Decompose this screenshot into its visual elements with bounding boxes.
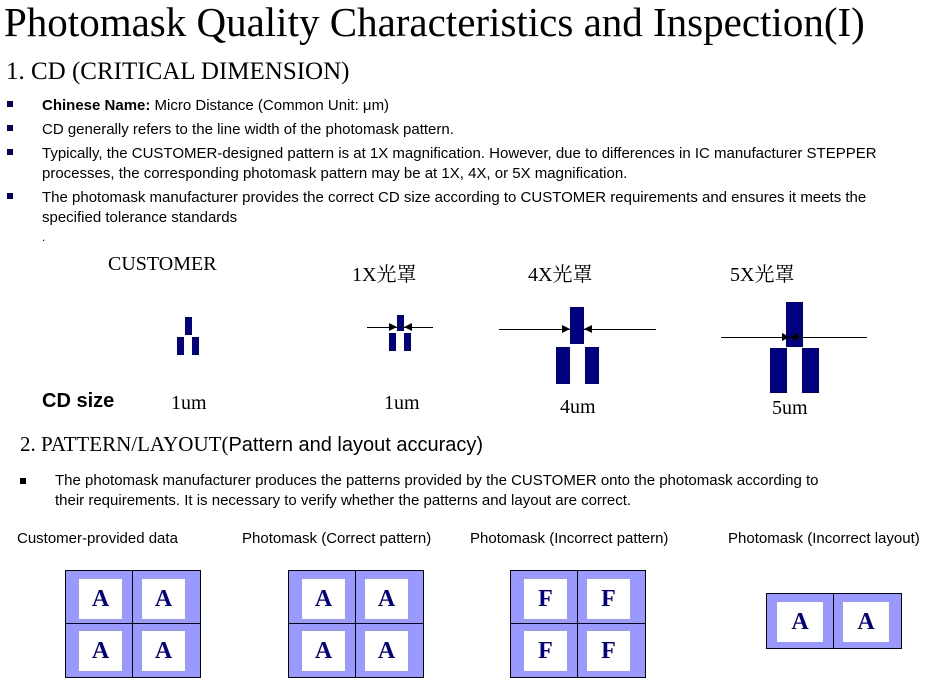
pattern-cell: A [302, 579, 345, 619]
example-grid-incorrect-pattern [510, 570, 646, 678]
grid-divider [355, 571, 356, 677]
example-caption-customer: Customer-provided data [17, 530, 178, 547]
bullet-1-bold: Chinese Name: [42, 97, 151, 114]
example-grid-customer [65, 570, 201, 678]
grid-divider [132, 571, 133, 677]
bullet-2-text: CD generally refers to the line width of the photomask pattern. [42, 121, 454, 138]
4x-measure-line-left [499, 329, 570, 330]
section-2-heading-prefix: 2. PATTERN/LAYOUT( [20, 432, 229, 456]
pattern-cell: A [365, 631, 408, 671]
pattern-cell: F [524, 631, 567, 671]
pattern-cell: F [524, 579, 567, 619]
bullet-icon [7, 193, 13, 199]
1x-pattern-right-bar [404, 333, 411, 351]
cd-size-1x: 1um [384, 392, 420, 414]
arrow-right-icon [562, 325, 570, 333]
stray-dot: . [42, 230, 46, 244]
5x-pattern-left-bar [770, 348, 787, 393]
grid-divider [577, 571, 578, 677]
section-2-heading [20, 432, 483, 457]
4x-pattern-top-bar [570, 307, 584, 344]
cd-column-label-5x: 5X光罩 [730, 264, 795, 286]
4x-measure-line-right [584, 329, 656, 330]
pattern-cell: A [777, 602, 823, 642]
section-2-heading-rest: Pattern and layout accuracy) [228, 434, 484, 456]
bullet-icon [7, 101, 13, 107]
bullet-icon [20, 478, 26, 484]
arrow-right-icon [782, 333, 790, 341]
example-caption-correct-pattern: Photomask (Correct pattern) [242, 530, 432, 547]
customer-pattern-top-bar [185, 317, 192, 335]
grid-divider [289, 623, 423, 624]
cd-size-customer: 1um [171, 392, 207, 414]
bullet-icon [7, 149, 13, 155]
example-caption-incorrect-pattern: Photomask (Incorrect pattern) [470, 530, 669, 547]
bullet-4-text: The photomask manufacturer provides the correct CD size according to CUSTOMER requirements and ensures it meets the specified tolerance standards [42, 189, 867, 226]
section-1-heading: 1. CD (CRITICAL DIMENSION) [6, 58, 350, 85]
1x-pattern-top-bar [397, 315, 404, 331]
bullet-icon [7, 125, 13, 131]
cd-size-4x: 4um [560, 396, 596, 418]
pattern-cell: A [79, 579, 122, 619]
page-title: Photomask Quality Characteristics and Inspection(I) [4, 0, 865, 45]
cd-size-label: CD size [42, 390, 115, 412]
section-2-bullet-text: The photomask manufacturer produces the patterns provided by the CUSTOMER onto the photomask according to their requirements. It is necessary to verify whether the patterns and layout are correct. [55, 472, 819, 509]
pattern-cell: A [302, 631, 345, 671]
grid-divider [511, 623, 645, 624]
grid-divider [833, 594, 834, 648]
customer-pattern-right-bar [192, 337, 199, 355]
cd-column-label-1x: 1X光罩 [352, 264, 417, 286]
1x-measure-line [367, 327, 433, 328]
pattern-cell: A [365, 579, 408, 619]
arrow-right-icon [389, 323, 397, 331]
bullet-1-text [42, 96, 922, 116]
customer-pattern-left-bar [177, 337, 184, 355]
cd-column-label-4x: 4X光罩 [528, 264, 593, 286]
example-grid-incorrect-layout [766, 593, 902, 649]
4x-pattern-left-bar [556, 347, 570, 384]
1x-pattern-left-bar [389, 333, 396, 351]
pattern-cell: A [142, 631, 185, 671]
arrow-left-icon [790, 333, 798, 341]
pattern-cell: F [587, 579, 630, 619]
example-caption-incorrect-layout: Photomask (Incorrect layout) [728, 530, 920, 547]
pattern-cell: F [587, 631, 630, 671]
example-grid-correct-pattern [288, 570, 424, 678]
4x-pattern-right-bar [585, 347, 599, 384]
grid-divider [66, 623, 200, 624]
cd-column-label-customer: CUSTOMER [108, 253, 217, 275]
bullet-1-rest: Micro Distance (Common Unit: μm) [150, 97, 390, 114]
pattern-cell: A [79, 631, 122, 671]
arrow-left-icon [404, 323, 412, 331]
cd-size-5x: 5um [772, 397, 808, 419]
bullet-3-text: Typically, the CUSTOMER-designed pattern is at 1X magnification. However, due to differences in IC manufacturer STEPPER processes, the corresponding photomask pattern may be at 1X, 4X, or 5X magnification. [42, 145, 877, 182]
5x-pattern-right-bar [802, 348, 819, 393]
pattern-cell: A [142, 579, 185, 619]
pattern-cell: A [843, 602, 889, 642]
arrow-left-icon [584, 325, 592, 333]
